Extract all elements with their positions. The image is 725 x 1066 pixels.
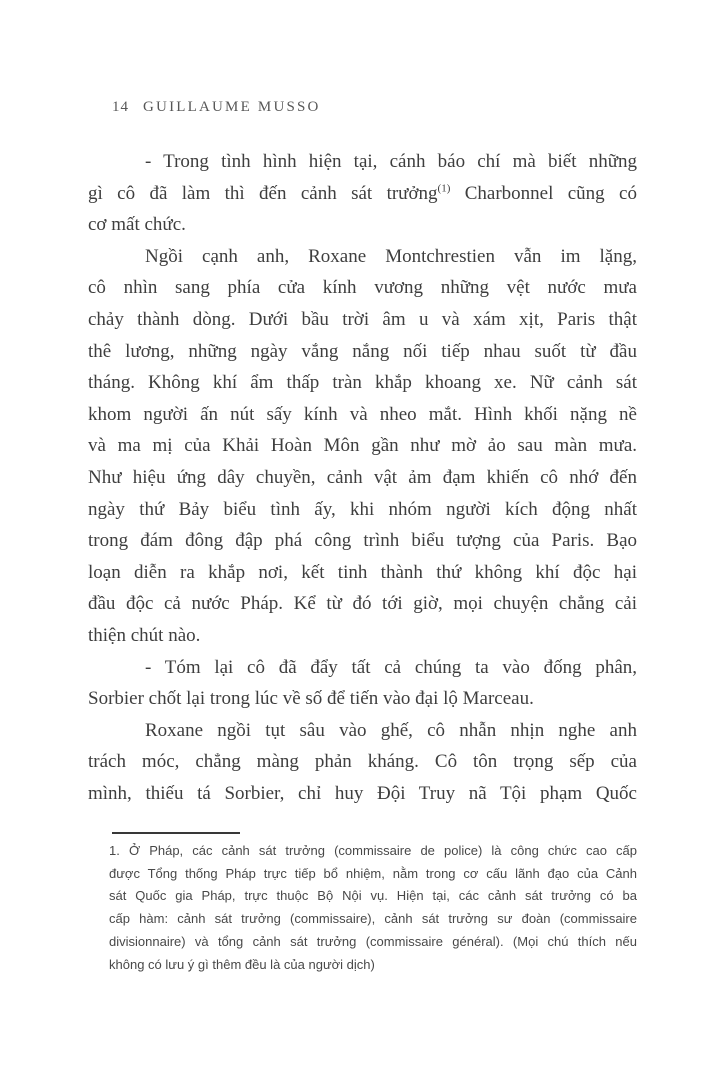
footnote-line: không có lưu ý gì thêm đều là của người dịch) bbox=[109, 956, 375, 972]
text-line: tháng. Không khí ẩm thấp tràn khắp khoang xe. Nữ cảnh sát bbox=[88, 372, 637, 394]
running-title: GUILLAUME MUSSO bbox=[143, 99, 321, 115]
text-line: chảy thành dòng. Dưới bầu trời âm u và xám xịt, Paris thật bbox=[88, 308, 637, 330]
text-line: cô nhìn sang phía cửa kính vương những vệt nước mưa bbox=[88, 277, 637, 299]
text-line: Sorbier chốt lại trong lúc về số để tiến vào đại lộ Marceau. bbox=[88, 688, 534, 710]
text-line: - Tóm lại cô đã đẩy tất cả chúng ta vào đống phân, bbox=[145, 656, 637, 678]
text-line: khom người ấn nút sấy kính và nheo mắt. Hình khối nặng nề bbox=[88, 403, 637, 425]
paragraph bbox=[88, 146, 637, 241]
text-line: thê lương, những ngày vắng nắng nối tiếp nhau suốt từ đầu bbox=[88, 340, 637, 362]
text-line: gì cô đã làm thì đến cảnh sát trưởng$^{(1)}$ Charbonnel cũng có bbox=[88, 182, 637, 204]
text-line: cơ mất chức. bbox=[88, 214, 186, 236]
paragraph bbox=[88, 715, 637, 810]
footnote-line: 1. Ở Pháp, các cảnh sát trưởng (commissaire de police) là công chức cao cấp bbox=[109, 843, 637, 858]
text-line: đầu độc cả nước Pháp. Kể từ đó tới giờ, mọi chuyện chẳng cải bbox=[88, 593, 637, 615]
text-line: Ngồi cạnh anh, Roxane Montchrestien vẫn im lặng, bbox=[145, 245, 637, 267]
text-line: và ma mị của Khải Hoàn Môn gần như mờ ảo sau màn mưa. bbox=[88, 435, 637, 457]
footnote-line: sát Quốc gia Pháp, trực thuộc Bộ Nội vụ. Hiện tại, các cảnh sát trưởng có ba bbox=[109, 888, 637, 904]
page-header bbox=[112, 99, 321, 116]
footnote-line: được Tổng thống Pháp trực tiếp bổ nhiệm, nằm trong cơ cấu lãnh đạo của Cảnh bbox=[109, 865, 637, 881]
footnote bbox=[109, 840, 637, 976]
text-line: ngày thứ Bảy biểu tình ấy, khi nhóm người kích động nhất bbox=[88, 498, 637, 520]
footnote-reference: (1) bbox=[437, 182, 451, 195]
text-line: trách móc, chẳng màng phản kháng. Cô tôn trọng sếp của bbox=[88, 751, 637, 773]
text-line: mình, thiếu tá Sorbier, chỉ huy Đội Truy nã Tội phạm Quốc bbox=[88, 782, 637, 804]
paragraph bbox=[88, 241, 637, 652]
text-line: Như hiệu ứng dây chuyền, cảnh vật ảm đạm khiến cô nhớ đến bbox=[88, 466, 637, 488]
paragraph bbox=[88, 652, 637, 715]
text-line: loạn diễn ra khắp nơi, kết tinh thành thứ không khí độc hại bbox=[88, 561, 637, 583]
text-line: thiện chút nào. bbox=[88, 624, 201, 646]
text-line: trong đám đông đập phá công trình biểu tượng của Paris. Bạo bbox=[88, 530, 637, 552]
page-number: 14 bbox=[112, 99, 129, 115]
text-line: - Trong tình hình hiện tại, cánh báo chí mà biết những bbox=[145, 151, 637, 172]
text-line: Roxane ngồi tụt sâu vào ghế, cô nhẫn nhịn nghe anh bbox=[145, 719, 637, 741]
footnote-line: divisionnaire) và tổng cảnh sát trưởng (commissaire général). (Mọi chú thích nếu bbox=[109, 933, 637, 949]
body-text bbox=[88, 146, 637, 809]
footnote-separator bbox=[112, 832, 240, 834]
footnote-line: cấp hàm: cảnh sát trưởng (commissaire), cảnh sát trưởng sư đoàn (commissaire bbox=[109, 911, 637, 927]
